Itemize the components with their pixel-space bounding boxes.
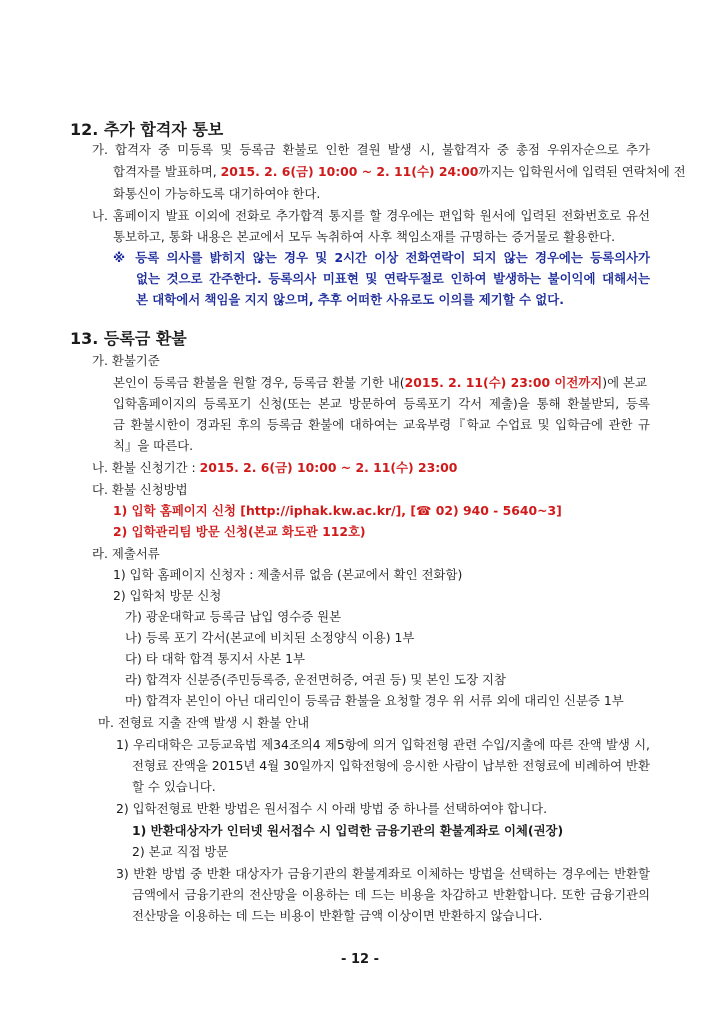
s13-ma-item1-line3: 할 수 있습니다. xyxy=(132,779,216,794)
s13-ma-item1-line1: 1) 우리대학은 고등교육법 제34조의4 제5항에 의거 입학전형 관련 수입/지출에 따른 잔액 발생 시, xyxy=(116,737,650,752)
s12-na-line2: 통보하고, 통화 내용은 본교에서 모두 녹취하여 사후 책임소재를 규명하는 증거물로 활용한다. xyxy=(113,229,616,244)
s13-ga-line1 xyxy=(113,374,647,392)
s13-ma-item1-line2: 전형료 잔액을 2015년 4월 30일까지 입학전형에 응시한 사람이 납부한 전형료에 비례하여 반환 xyxy=(132,758,650,773)
s13-na-line xyxy=(92,459,457,477)
s13-ga-line1-text2: )에 본교 xyxy=(602,375,647,390)
s13-ra-doc-d: 라) 합격자 신분증(주민등록증, 운전면허증, 여권 등) 및 본인 도장 지참 xyxy=(125,672,506,687)
s13-ma-option2: 2) 본교 직접 방문 xyxy=(132,844,229,859)
s13-da-title: 다. 환불 신청방법 xyxy=(92,482,188,497)
s12-ga-line2 xyxy=(113,163,686,181)
s13-ra-doc-a: 가) 광운대학교 등록금 납입 영수증 원본 xyxy=(125,609,342,624)
s13-ra-item1: 1) 입학 홈페이지 신청자 : 제출서류 없음 (본교에서 확인 전화함) xyxy=(113,567,463,582)
s13-ra-doc-e: 마) 합격자 본인이 아닌 대리인이 등록금 환불을 요청할 경우 위 서류 외에 대리인 신분증 1부 xyxy=(125,693,624,708)
s12-note-line2: 없는 것으로 간주한다. 등록의사 미표현 및 연락두절로 인하여 발생하는 불이익에 대해서는 xyxy=(136,271,650,286)
s13-ra-doc-b: 나) 등록 포기 각서(본교에 비치된 소정양식 이용) 1부 xyxy=(125,630,415,645)
s13-ma-item3-line3: 전산망을 이용하는 데 드는 비용이 반환할 금액 이상이면 반환하지 않습니다. xyxy=(132,908,543,923)
s12-ga-line3: 화통신이 가능하도록 대기하여야 한다. xyxy=(113,186,321,201)
s12-note-line1: ※ 등록 의사를 밝히지 않는 경우 및 2시간 이상 전화연락이 되지 않는 경우에는 등록의사가 xyxy=(113,250,650,265)
s12-ga-line1: 가. 합격자 중 미등록 및 등록금 환불로 인한 결원 발생 시, 불합격자 중 총점 우위자순으로 추가 xyxy=(92,142,650,157)
s13-ma-option1: 1) 반환대상자가 인터넷 원서접수 시 입력한 금융기관의 환불계좌로 이체(권장) xyxy=(132,823,564,838)
s13-ma-item2: 2) 입학전형료 반환 방법은 원서접수 시 아래 방법 중 하나를 선택하여야 합니다. xyxy=(116,801,548,816)
s12-note-line3: 본 대학에서 책임을 지지 않으며, 추후 어떠한 사유로도 이의를 제기할 수 없다. xyxy=(136,292,564,307)
s12-ga-period: 2015. 2. 6(금) 10:00 ~ 2. 11(수) 24:00 xyxy=(220,164,479,179)
page-number: - 12 - xyxy=(341,952,379,967)
s13-ma-item3-line1: 3) 반환 방법 중 반환 대상자가 금융기관의 환불계좌로 이체하는 방법을 선택하는 경우에는 반환할 xyxy=(116,866,650,881)
s13-da-method2: 2) 입학관리팀 방문 신청(본교 화도관 112호) xyxy=(113,524,366,539)
section-12-heading: 12. 추가 합격자 통보 xyxy=(70,120,224,139)
s12-ga-line2-text1: 합격자를 발표하며, xyxy=(113,164,221,179)
s13-na-label: 나. 환불 신청기간 : xyxy=(92,460,200,475)
section-13-heading: 13. 등록금 환불 xyxy=(70,329,187,348)
s13-ga-deadline: 2015. 2. 11(수) 23:00 이전까지 xyxy=(404,375,603,390)
s13-ra-doc-c: 다) 타 대학 합격 통지서 사본 1부 xyxy=(125,651,305,666)
s13-na-period: 2015. 2. 6(금) 10:00 ~ 2. 11(수) 23:00 xyxy=(199,460,458,475)
s13-da-method1: 1) 입학 홈페이지 신청 [http://iphak.kw.ac.kr/], [☎ 02) 940 - 5640~3] xyxy=(113,503,562,518)
s13-ma-title: 마. 전형료 지출 잔액 발생 시 환불 안내 xyxy=(98,715,310,730)
s12-ga-line2-text2: 까지는 입학원서에 입력된 연락처에 전 xyxy=(478,164,686,179)
s13-ma-item3-line2: 금액에서 금융기관의 전산망을 이용하는 데 드는 비용을 차감하고 반환합니다. 또한 금융기관의 xyxy=(132,887,650,902)
s13-ga-line3: 금 환불시한이 경과된 후의 등록금 환불에 대하여는 교육부령『학교 수업료 및 입학금에 관한 규 xyxy=(113,417,650,432)
s13-ra-title: 라. 제출서류 xyxy=(92,546,160,561)
s13-ga-line1-text1: 본인이 등록금 환불을 원할 경우, 등록금 환불 기한 내( xyxy=(113,375,405,390)
s13-ga-title: 가. 환불기준 xyxy=(92,353,160,368)
s13-ga-line2: 입학홈페이지의 등록포기 신청(또는 본교 방문하여 등록포기 각서 제출)을 통해 환불받되, 등록 xyxy=(113,396,650,411)
s13-ra-item2: 2) 입학처 방문 신청 xyxy=(113,588,222,603)
s13-ga-line4: 칙』을 따른다. xyxy=(113,438,194,453)
s12-na-line1: 나. 홈페이지 발표 이외에 전화로 추가합격 통지를 할 경우에는 편입학 원서에 입력된 전화번호로 유선 xyxy=(92,208,650,223)
